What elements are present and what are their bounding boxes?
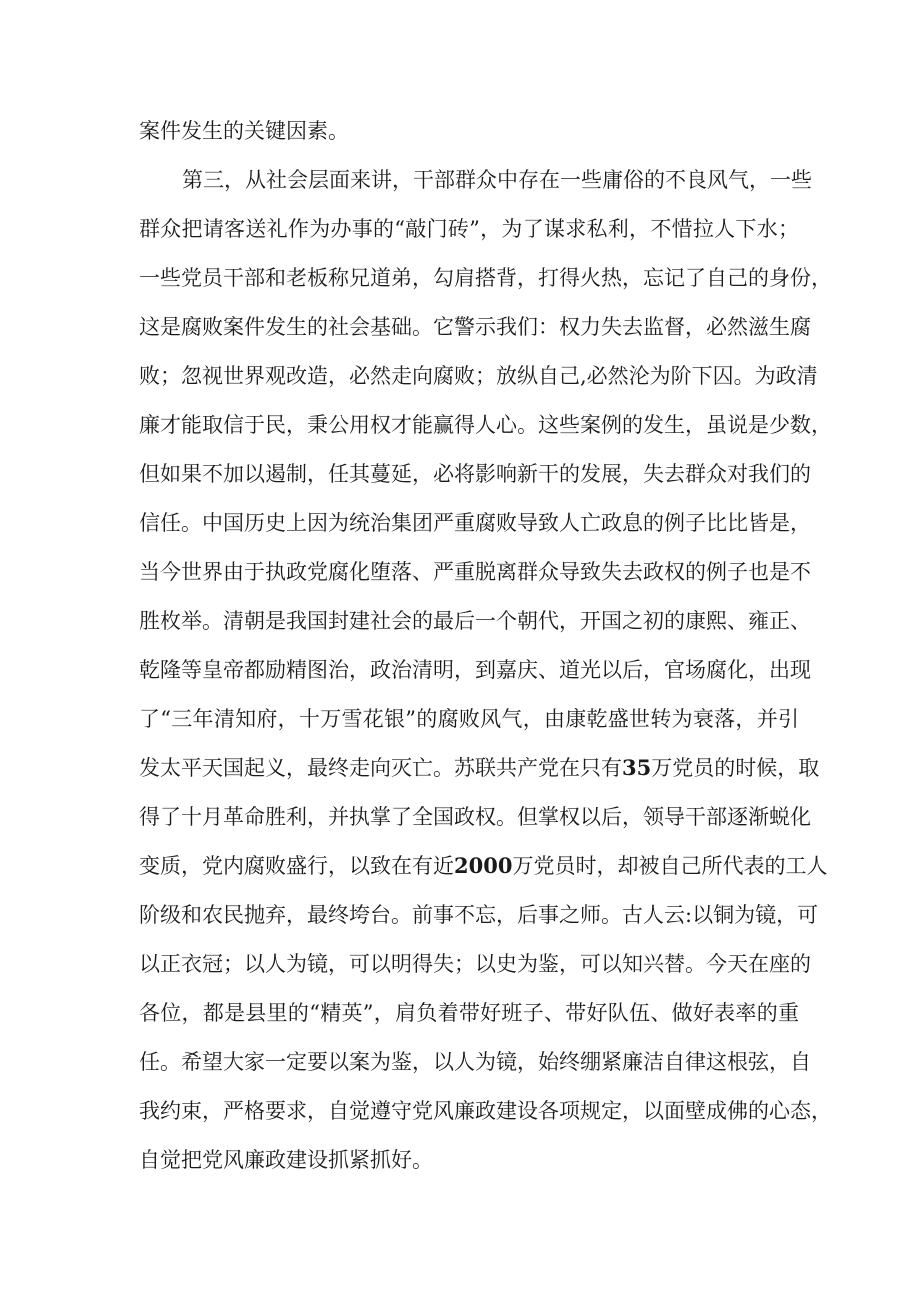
text-line: 胜枚举。清朝是我国封建社会的最后一个朝代，开国之初的康熙、雍正、 (139, 609, 811, 633)
text-line: 廉才能取信于民，秉公用权才能赢得人心。这些案例的发生，虽说是少数， (139, 413, 832, 437)
text-segment: 发太平天国起义，最终走向灭亡。苏联共产党在只有 (139, 756, 622, 780)
text-line: 群众把请客送礼作为办事的“敲门砖”，为了谋求私利，不惜拉人下水； (139, 217, 799, 241)
text-line: 得了十月革命胜利，并执掌了全国政权。但掌权以后，领导干部逐渐蜕化 (139, 805, 811, 829)
text-line: 这是腐败案件发生的社会基础。它警示我们：权力失去监督，必然滋生腐 (139, 315, 811, 339)
number-2000: 2000 (454, 853, 513, 878)
text-line: 当今世界由于执政党腐化堕落、严重脱离群众导致失去政权的例子也是不 (139, 560, 811, 584)
text-line: 案件发生的关键因素。 (139, 119, 349, 143)
text-line: 自觉把党风廉政建设抓紧抓好。 (139, 1148, 433, 1172)
text-line: 了“三年清知府，十万雪花银”的腐败风气，由康乾盛世转为衰落，并引 (139, 707, 799, 731)
text-segment: 万党员时，却被自己所代表的工人 (512, 854, 828, 878)
text-segment: 万党员的时候，取 (651, 756, 820, 780)
text-segment: 变质，党内腐败盛行，以致在有近 (139, 854, 454, 878)
text-line: 但如果不加以遏制，任其蔓延，必将影响新干的发展，失去群众对我们的 (139, 462, 811, 486)
text-line: 我约束，严格要求，自觉遵守党风廉政建设各项规定，以面壁成佛的心态， (139, 1099, 832, 1123)
text-line: 第三，从社会层面来讲，干部群众中存在一些庸俗的不良风气，一些 (182, 168, 812, 192)
text-line: 任。希望大家一定要以案为鉴，以人为镜，始终绷紧廉洁自律这根弦，自 (139, 1050, 811, 1074)
text-line: 败；忽视世界观改造，必然走向腐败；放纵自己,必然沦为阶下囚。为政清 (139, 364, 818, 388)
text-line: 乾隆等皇帝都励精图治，政治清明，到嘉庆、道光以后，官场腐化，出现 (139, 658, 811, 682)
text-line: 以正衣冠；以人为镜，可以明得失；以史为鉴，可以知兴替。今天在座的 (139, 952, 811, 976)
text-line: 一些党员干部和老板称兄道弟，勾肩搭背，打得火热，忘记了自己的身份， (139, 266, 832, 290)
number-35: 35 (622, 755, 652, 780)
text-line: 各位，都是县里的“精英”，肩负着带好班子、带好队伍、做好表率的重 (139, 1001, 799, 1025)
text-line: 阶级和农民抛弃，最终垮台。前事不忘，后事之师。古人云:以铜为镜，可 (139, 903, 819, 927)
text-line (139, 848, 828, 884)
text-line: 信任。中国历史上因为统治集团严重腐败导致人亡政息的例子比比皆是， (139, 511, 811, 535)
text-line (139, 750, 820, 786)
